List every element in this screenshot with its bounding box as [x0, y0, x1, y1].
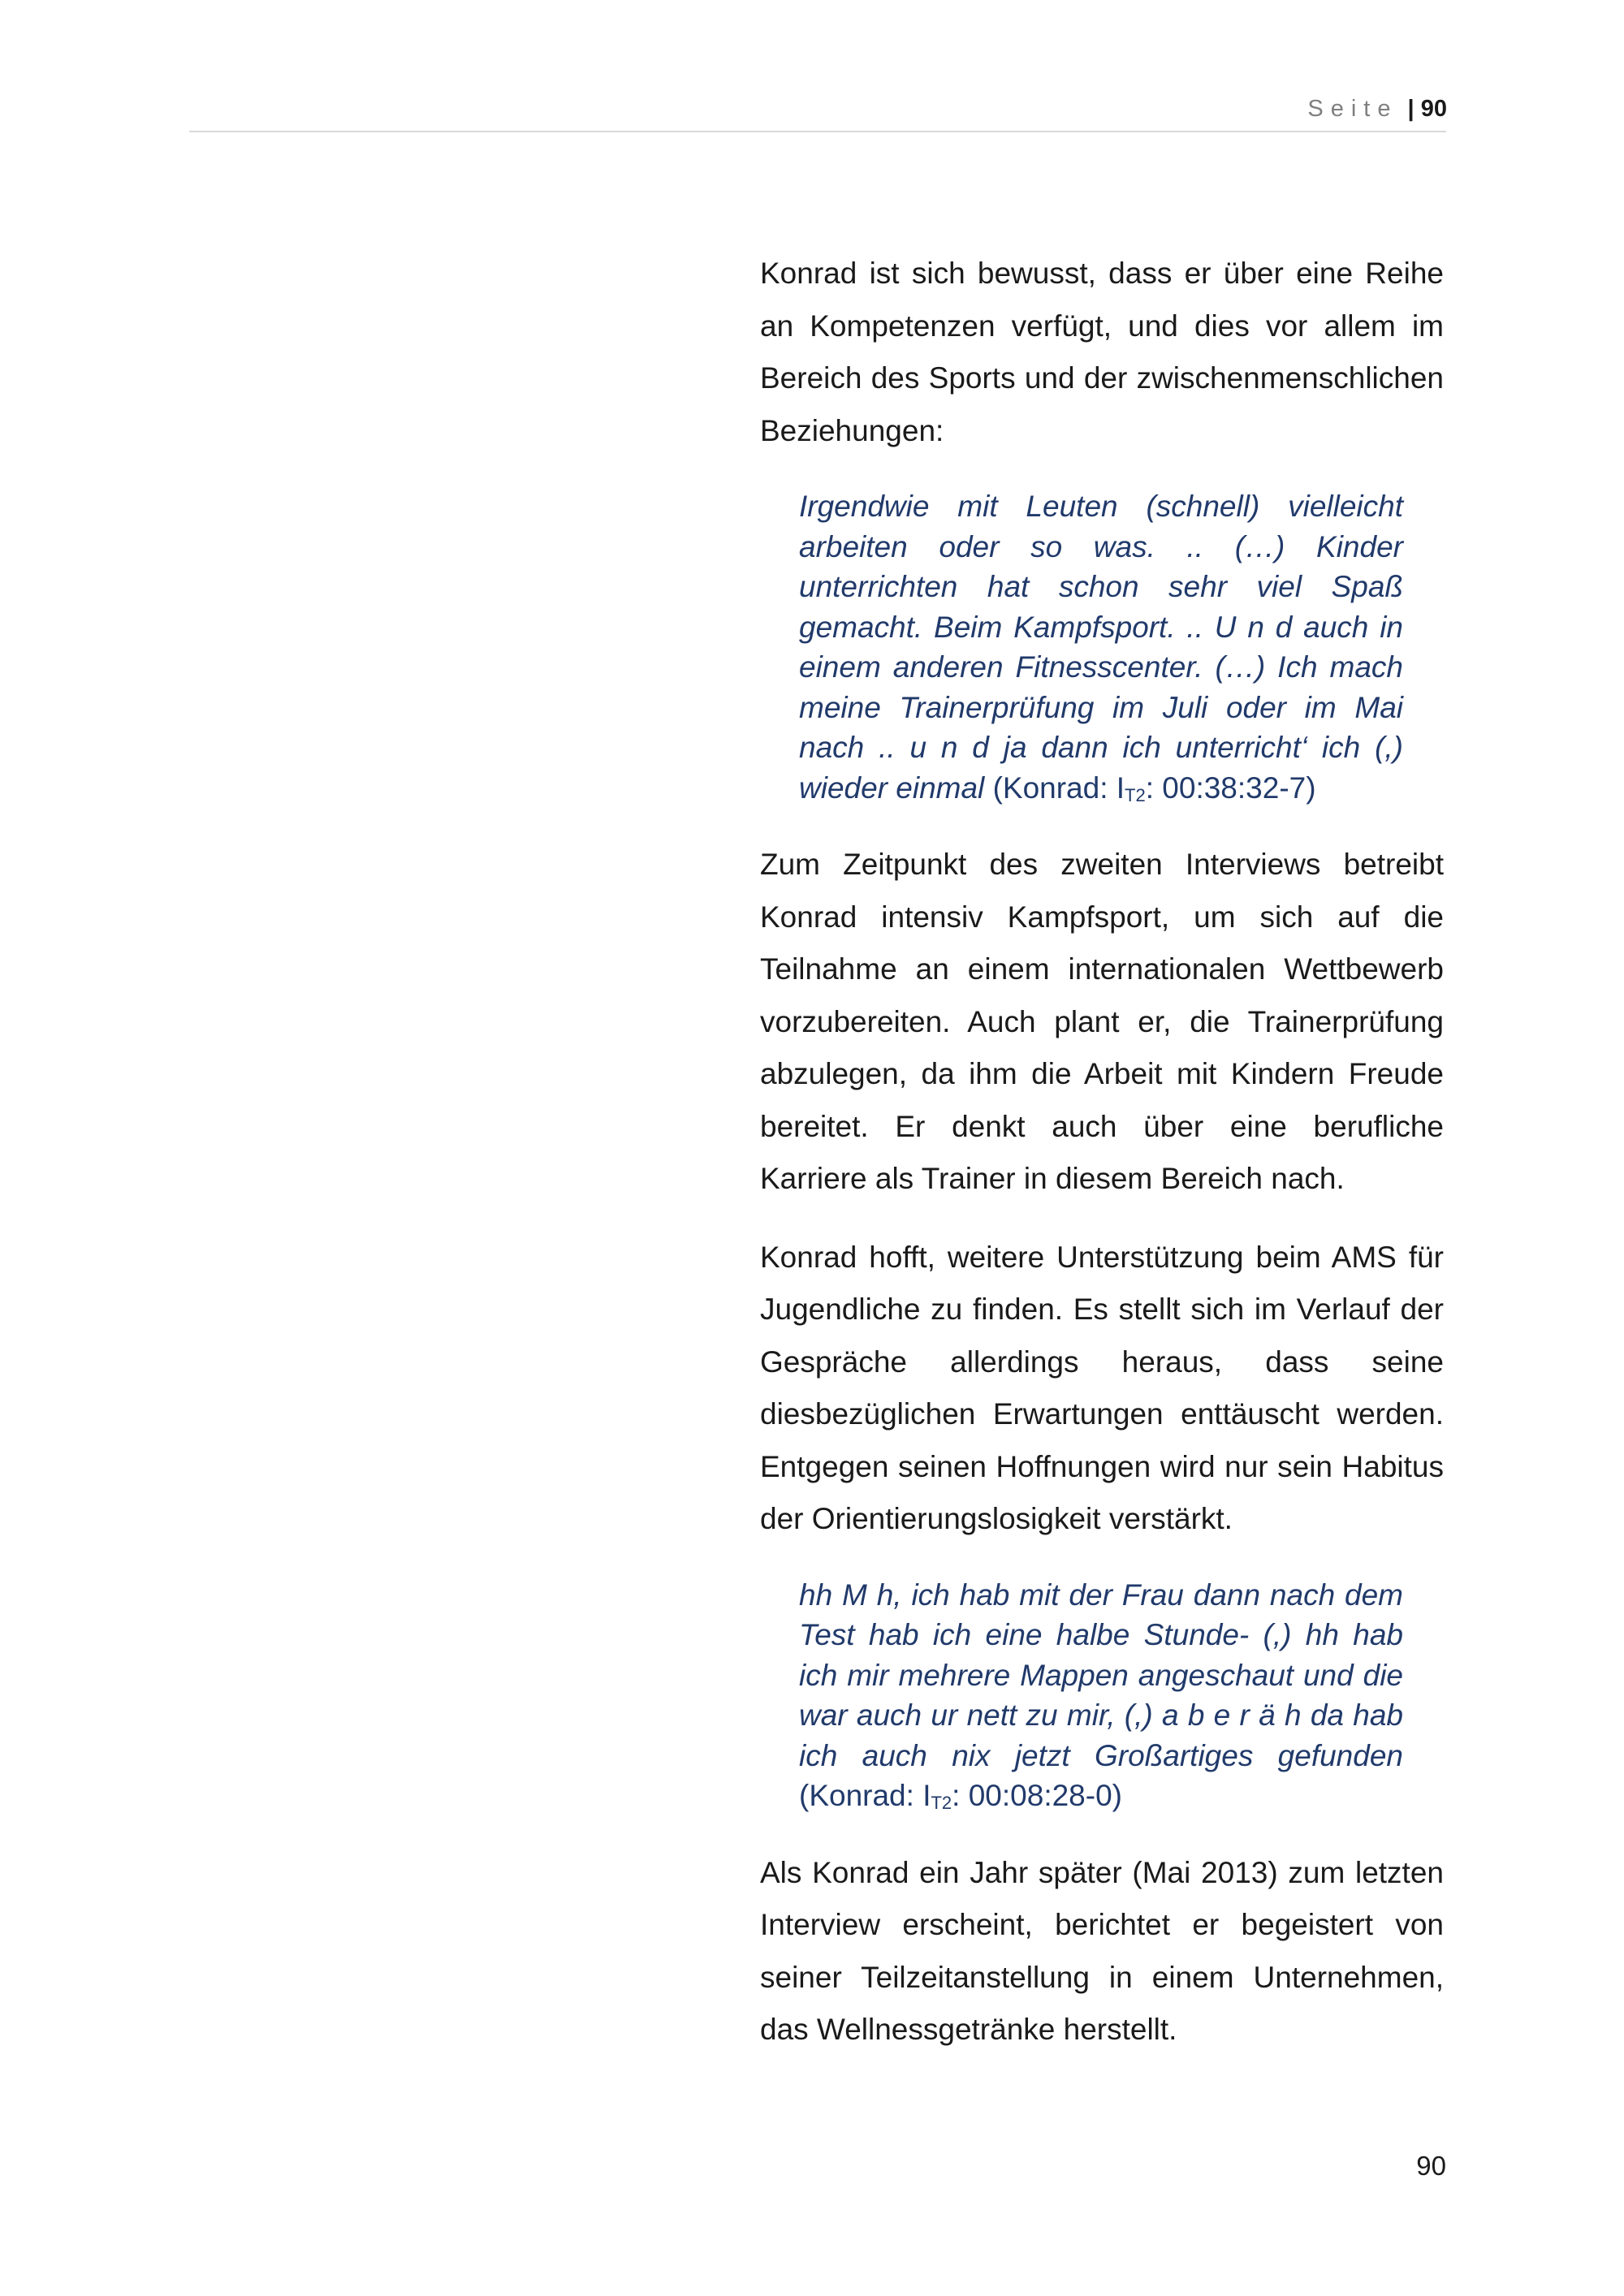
quote-1-citation: (Konrad: $I_{T2}$: 00:38:32-7) — [992, 770, 1316, 805]
paragraph-last-interview: Als Konrad ein Jahr später (Mai 2013) zum letzten Interview erscheint, berichtet er begeistert von seiner Teilzeitanstellung in einem Unternehmen, das Wellnessgetränke herstellt. — [760, 1855, 1444, 2046]
paragraph-second-interview: Zum Zeitpunkt des zweiten Interviews betreibt Konrad intensiv Kampfsport, um sich auf die Teilnahme an einem internationalen Wettbewerb vorzubereiten. Auch plant er, die Trainerprüfung abzulegen, da ihm die Arbeit mit Kindern Freude bereitet. Er denkt auch über eine berufliche Karriere als Trainer in diesem Bereich nach. — [760, 848, 1444, 1195]
running-header — [1307, 96, 1447, 123]
header-label: Seite — [1307, 96, 1398, 122]
body-text-column — [760, 248, 1444, 2056]
interview-quote-1 — [799, 486, 1403, 808]
header-rule — [189, 131, 1446, 132]
paragraph-ams-support: Konrad hofft, weitere Unterstützung beim AMS für Jugendliche zu finden. Es stellt sich im Verlauf der Gespräche allerdings heraus, dass seine diesbezüglichen Erwartungen enttäuscht werden. Entgegen seinen Hoffnungen wird nur sein Habitus der Orientierungslosigkeit verstärkt. — [760, 1240, 1444, 1535]
header-page-number: 90 — [1420, 96, 1447, 122]
quote-2-citation: (Konrad: $I_{T2}$: 00:08:28-0) — [799, 1779, 1122, 1813]
quote-1-text: Irgendwie mit Leuten (schnell) vielleicht arbeiten oder so was. .. (…) Kinder unterrichten hat schon sehr viel Spaß gemacht. Beim Kampfsport. .. U n d auch in einem anderen Fitnesscenter. (…) Ich mach meine Trainerprüfung im Juli oder im Mai nach .. u n d ja dann ich unterricht‘ ich (,) wieder einmal — [799, 490, 1403, 805]
header-separator: | — [1407, 96, 1415, 122]
footer-page-number: 90 — [1416, 2151, 1446, 2181]
quote-2-text: hh M h, ich hab mit der Frau dann nach dem Test hab ich eine halbe Stunde- (,) hh hab ich mir mehrere Mappen angeschaut und die war auch ur nett zu mir, (,) a b e r ä h da hab ich auch nix jetzt Großartiges gefunden — [799, 1577, 1403, 1772]
interview-quote-2 — [799, 1575, 1403, 1816]
paragraph-competences: Konrad ist sich bewusst, dass er über eine Reihe an Kompetenzen verfügt, und dies vor allem im Bereich des Sports und der zwischenmenschlichen Beziehungen: — [760, 257, 1444, 447]
